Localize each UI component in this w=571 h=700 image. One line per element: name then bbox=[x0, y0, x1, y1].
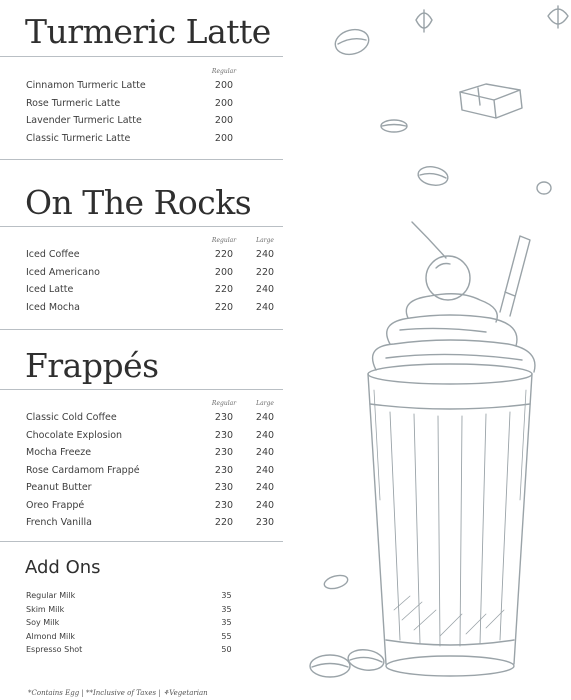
price-regular: 230 bbox=[214, 412, 234, 423]
menu-item-row bbox=[26, 98, 283, 115]
menu-item-row bbox=[26, 284, 283, 301]
menu-item-name: Chocolate Explosion bbox=[26, 429, 123, 441]
section-divider bbox=[0, 226, 283, 227]
coffee-bean-icon bbox=[332, 26, 371, 58]
column-header-regular: Regular bbox=[211, 400, 237, 407]
menu-item-row bbox=[26, 482, 283, 499]
column-header-regular: Regular bbox=[211, 237, 237, 244]
add-on-price: 50 bbox=[221, 645, 232, 654]
price-large: 220 bbox=[255, 266, 275, 278]
price-large: 240 bbox=[255, 447, 275, 458]
price-large: 240 bbox=[255, 464, 275, 476]
add-on-name: Espresso Shot bbox=[26, 645, 83, 654]
add-on-name: Skim Milk bbox=[26, 604, 65, 614]
price-large: 240 bbox=[255, 284, 275, 295]
coffee-bean-icon bbox=[381, 120, 407, 132]
price-regular: 200 bbox=[214, 80, 234, 91]
section-title-turmeric-latte: Turmeric Latte bbox=[25, 12, 271, 51]
add-on-price: 35 bbox=[221, 618, 232, 627]
price-regular: 200 bbox=[214, 266, 234, 278]
add-on-name: Regular Milk bbox=[26, 591, 76, 600]
menu-item-name: Classic Cold Coffee bbox=[26, 412, 117, 423]
add-on-price: 35 bbox=[221, 591, 232, 600]
menu-item-name: Iced Americano bbox=[26, 266, 100, 278]
price-large: 230 bbox=[255, 517, 275, 528]
menu-item-row bbox=[26, 80, 283, 97]
section-title-on-the-rocks: On The Rocks bbox=[25, 183, 252, 222]
price-large: 240 bbox=[255, 301, 275, 313]
menu-item-row bbox=[26, 133, 283, 150]
menu-item-name: Iced Latte bbox=[26, 284, 74, 295]
menu-item-row bbox=[26, 447, 283, 464]
price-regular: 220 bbox=[214, 284, 234, 295]
price-regular: 230 bbox=[214, 447, 234, 458]
menu-item-name: Peanut Butter bbox=[26, 482, 92, 493]
add-on-name: Soy Milk bbox=[26, 618, 60, 627]
menu-item-row bbox=[26, 412, 283, 429]
section-divider bbox=[0, 329, 283, 330]
price-regular: 200 bbox=[214, 132, 234, 144]
coffee-bean-icon bbox=[310, 655, 350, 677]
menu-item-row bbox=[26, 430, 283, 447]
whipped-cream bbox=[373, 294, 535, 372]
price-regular: 220 bbox=[214, 249, 234, 260]
almond-icon bbox=[416, 10, 432, 32]
menu-item-row bbox=[26, 500, 283, 517]
menu-item-name: Rose Cardamom Frappé bbox=[26, 464, 140, 476]
add-on-row bbox=[26, 645, 266, 659]
almond-icon bbox=[548, 6, 568, 28]
add-on-row bbox=[26, 632, 266, 646]
coffee-bean-icon bbox=[323, 573, 349, 591]
straw-icon bbox=[500, 236, 530, 316]
menu-item-name: Mocha Freeze bbox=[26, 447, 92, 458]
section-divider bbox=[0, 541, 283, 542]
menu-item-name: French Vanilla bbox=[26, 517, 92, 528]
menu-item-name: Rose Turmeric Latte bbox=[26, 97, 121, 109]
price-regular: 230 bbox=[214, 429, 234, 441]
milkshake-illustration bbox=[290, 0, 571, 700]
menu-item-name: Classic Turmeric Latte bbox=[26, 132, 131, 144]
price-regular: 220 bbox=[214, 517, 234, 528]
price-regular: 230 bbox=[214, 482, 234, 493]
price-large: 240 bbox=[255, 499, 275, 511]
menu-item-name: Cinnamon Turmeric Latte bbox=[26, 80, 146, 91]
menu-item-row bbox=[26, 302, 283, 319]
add-on-name: Almond Milk bbox=[26, 631, 76, 641]
price-large: 240 bbox=[255, 412, 275, 423]
price-regular: 200 bbox=[214, 115, 234, 126]
section-title-frappes: Frappés bbox=[25, 346, 159, 385]
section-title-add-ons: Add Ons bbox=[25, 557, 101, 578]
cherry-icon bbox=[412, 222, 470, 300]
price-large: 240 bbox=[255, 249, 275, 260]
column-header-large: Large bbox=[256, 237, 274, 244]
price-regular: 220 bbox=[214, 301, 234, 313]
add-on-price: 55 bbox=[221, 631, 232, 641]
column-header-large: Large bbox=[256, 400, 274, 407]
section-divider bbox=[0, 389, 283, 390]
menu-item-row bbox=[26, 267, 283, 284]
coffee-bean-icon bbox=[347, 648, 385, 673]
menu-item-row bbox=[26, 115, 283, 132]
price-regular: 200 bbox=[214, 97, 234, 109]
chocolate-piece-icon bbox=[460, 84, 522, 118]
footnote: *Contains Egg | **Inclusive of Taxes | ⚘Vegetarian bbox=[28, 689, 208, 697]
menu-item-row bbox=[26, 465, 283, 482]
coffee-bean-icon bbox=[537, 182, 551, 194]
glass-icon bbox=[368, 364, 532, 676]
menu-item-row bbox=[26, 517, 283, 534]
column-header-regular: Regular bbox=[211, 68, 237, 75]
menu-item-name: Iced Mocha bbox=[26, 301, 80, 313]
price-regular: 230 bbox=[214, 464, 234, 476]
add-on-price: 35 bbox=[221, 604, 232, 614]
menu-item-row bbox=[26, 249, 283, 266]
menu-item-name: Lavender Turmeric Latte bbox=[26, 115, 142, 126]
coffee-bean-icon bbox=[417, 165, 450, 188]
section-divider bbox=[0, 56, 283, 57]
add-on-row bbox=[26, 591, 266, 605]
menu-column bbox=[0, 0, 283, 700]
menu-item-name: Oreo Frappé bbox=[26, 499, 85, 511]
section-divider bbox=[0, 159, 283, 160]
add-on-row bbox=[26, 605, 266, 619]
price-large: 240 bbox=[255, 482, 275, 493]
price-large: 240 bbox=[255, 429, 275, 441]
menu-item-name: Iced Coffee bbox=[26, 249, 80, 260]
add-on-row bbox=[26, 618, 266, 632]
price-regular: 230 bbox=[214, 499, 234, 511]
